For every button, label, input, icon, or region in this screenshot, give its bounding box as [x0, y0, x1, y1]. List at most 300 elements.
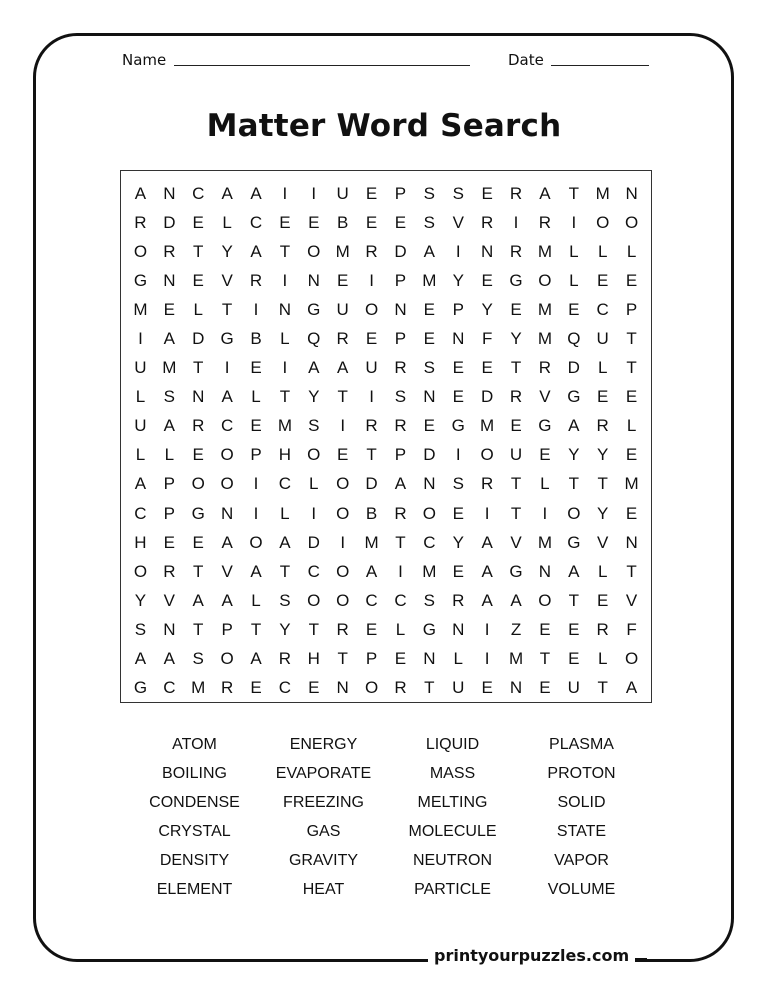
- grid-cell[interactable]: I: [311, 503, 317, 523]
- grid-cell[interactable]: Y: [279, 619, 291, 639]
- grid-cell[interactable]: E: [568, 649, 580, 669]
- grid-cell[interactable]: U: [596, 329, 609, 349]
- grid-cell[interactable]: R: [394, 416, 407, 436]
- grid-cell[interactable]: T: [193, 561, 204, 581]
- grid-cell[interactable]: M: [422, 561, 437, 581]
- grid-cell[interactable]: I: [455, 241, 461, 261]
- grid-cell[interactable]: I: [369, 270, 374, 290]
- grid-cell[interactable]: P: [452, 299, 464, 319]
- grid-cell[interactable]: A: [481, 532, 493, 552]
- grid-cell[interactable]: T: [193, 241, 204, 261]
- grid-cell[interactable]: D: [567, 358, 580, 378]
- grid-cell[interactable]: O: [307, 241, 321, 261]
- grid-cell[interactable]: C: [596, 299, 609, 319]
- grid-cell[interactable]: T: [510, 358, 522, 378]
- grid-cell[interactable]: B: [365, 503, 378, 523]
- grid-cell[interactable]: I: [282, 270, 288, 290]
- grid-cell[interactable]: V: [539, 387, 551, 407]
- grid-cell[interactable]: C: [365, 590, 378, 610]
- grid-cell[interactable]: E: [510, 299, 522, 319]
- grid-cell[interactable]: T: [279, 387, 291, 407]
- grid-cell[interactable]: E: [423, 416, 436, 436]
- grid-cell[interactable]: A: [568, 416, 580, 436]
- grid-cell[interactable]: O: [336, 590, 350, 610]
- grid-cell[interactable]: T: [308, 619, 319, 639]
- grid-cell[interactable]: N: [307, 270, 320, 290]
- grid-cell[interactable]: E: [250, 358, 262, 378]
- grid-cell[interactable]: E: [539, 445, 551, 465]
- grid-cell[interactable]: Y: [510, 329, 522, 349]
- grid-cell[interactable]: N: [163, 619, 176, 639]
- grid-cell[interactable]: C: [307, 561, 320, 581]
- grid-cell[interactable]: O: [220, 474, 234, 494]
- grid-cell[interactable]: C: [278, 474, 292, 494]
- grid-cell[interactable]: L: [251, 387, 261, 407]
- grid-cell[interactable]: L: [251, 590, 261, 610]
- grid-cell[interactable]: R: [163, 241, 176, 261]
- grid-cell[interactable]: I: [253, 299, 259, 319]
- grid-cell[interactable]: A: [308, 358, 320, 378]
- grid-cell[interactable]: P: [163, 503, 175, 523]
- grid-cell[interactable]: M: [537, 241, 552, 261]
- grid-cell[interactable]: Y: [597, 445, 609, 465]
- grid-cell[interactable]: G: [133, 270, 148, 290]
- grid-cell[interactable]: S: [134, 619, 147, 639]
- grid-cell[interactable]: R: [596, 619, 609, 639]
- grid-cell[interactable]: R: [596, 416, 609, 436]
- grid-cell[interactable]: T: [221, 299, 233, 319]
- grid-cell[interactable]: E: [452, 358, 464, 378]
- grid-cell[interactable]: E: [423, 329, 436, 349]
- grid-cell[interactable]: N: [394, 299, 407, 319]
- grid-cell[interactable]: E: [625, 503, 638, 523]
- grid-cell[interactable]: T: [193, 619, 204, 639]
- grid-cell[interactable]: T: [279, 241, 291, 261]
- grid-cell[interactable]: O: [596, 212, 610, 232]
- grid-cell[interactable]: D: [423, 445, 436, 465]
- grid-cell[interactable]: C: [423, 532, 436, 552]
- grid-cell[interactable]: E: [365, 212, 378, 232]
- grid-cell[interactable]: P: [394, 445, 407, 465]
- grid-cell[interactable]: G: [191, 503, 205, 523]
- grid-cell[interactable]: N: [423, 387, 436, 407]
- grid-cell[interactable]: I: [398, 561, 403, 581]
- grid-cell[interactable]: E: [423, 299, 436, 319]
- grid-cell[interactable]: L: [280, 503, 290, 523]
- grid-cell[interactable]: C: [134, 503, 147, 523]
- grid-cell[interactable]: C: [394, 590, 407, 610]
- grid-cell[interactable]: A: [250, 649, 262, 669]
- grid-cell[interactable]: D: [307, 532, 320, 552]
- grid-cell[interactable]: A: [221, 183, 233, 203]
- grid-cell[interactable]: E: [510, 416, 522, 436]
- grid-cell[interactable]: F: [481, 329, 493, 349]
- grid-cell[interactable]: Y: [452, 270, 464, 290]
- grid-cell[interactable]: Q: [307, 329, 321, 349]
- grid-cell[interactable]: E: [452, 503, 464, 523]
- grid-cell[interactable]: L: [569, 270, 579, 290]
- grid-cell[interactable]: N: [538, 561, 552, 581]
- grid-cell[interactable]: O: [336, 561, 350, 581]
- grid-cell[interactable]: N: [452, 619, 465, 639]
- grid-cell[interactable]: S: [394, 387, 407, 407]
- grid-cell[interactable]: N: [423, 474, 436, 494]
- grid-cell[interactable]: T: [568, 590, 579, 610]
- grid-cell[interactable]: R: [509, 387, 523, 407]
- grid-cell[interactable]: R: [249, 270, 263, 290]
- grid-cell[interactable]: E: [625, 387, 638, 407]
- grid-cell[interactable]: Y: [221, 241, 233, 261]
- grid-cell[interactable]: E: [481, 270, 493, 290]
- grid-cell[interactable]: O: [624, 649, 639, 669]
- grid-cell[interactable]: A: [625, 678, 638, 698]
- grid-cell[interactable]: L: [626, 241, 637, 261]
- grid-cell[interactable]: A: [250, 183, 262, 203]
- grid-cell[interactable]: L: [164, 445, 175, 465]
- grid-cell[interactable]: E: [568, 299, 580, 319]
- grid-cell[interactable]: B: [250, 329, 262, 349]
- grid-cell[interactable]: M: [595, 183, 610, 203]
- grid-cell[interactable]: A: [250, 561, 262, 581]
- grid-cell[interactable]: D: [480, 387, 494, 407]
- grid-cell[interactable]: A: [279, 532, 291, 552]
- grid-cell[interactable]: M: [191, 678, 206, 698]
- grid-cell[interactable]: E: [365, 183, 378, 203]
- grid-cell[interactable]: A: [134, 649, 147, 669]
- grid-cell[interactable]: L: [135, 445, 146, 465]
- grid-cell[interactable]: G: [567, 532, 581, 552]
- grid-cell[interactable]: O: [538, 270, 552, 290]
- grid-cell[interactable]: R: [192, 416, 205, 436]
- grid-cell[interactable]: R: [336, 619, 349, 639]
- grid-cell[interactable]: E: [625, 445, 638, 465]
- grid-cell[interactable]: E: [365, 619, 378, 639]
- grid-cell[interactable]: V: [452, 212, 464, 232]
- grid-cell[interactable]: T: [510, 474, 522, 494]
- grid-cell[interactable]: Y: [308, 387, 320, 407]
- grid-cell[interactable]: R: [220, 678, 234, 698]
- grid-cell[interactable]: T: [395, 532, 406, 552]
- grid-cell[interactable]: Y: [568, 445, 580, 465]
- grid-cell[interactable]: E: [192, 212, 204, 232]
- grid-cell[interactable]: E: [192, 445, 204, 465]
- grid-cell[interactable]: I: [282, 183, 288, 203]
- grid-cell[interactable]: M: [537, 532, 552, 552]
- grid-cell[interactable]: U: [567, 678, 580, 698]
- grid-cell[interactable]: T: [626, 561, 637, 581]
- grid-cell[interactable]: O: [307, 590, 321, 610]
- grid-cell[interactable]: A: [192, 590, 204, 610]
- grid-cell[interactable]: A: [134, 183, 147, 203]
- grid-cell[interactable]: R: [336, 329, 349, 349]
- grid-cell[interactable]: U: [134, 416, 147, 436]
- grid-cell[interactable]: G: [509, 561, 523, 581]
- grid-cell[interactable]: O: [364, 299, 379, 319]
- grid-cell[interactable]: I: [571, 212, 577, 232]
- grid-cell[interactable]: I: [340, 416, 346, 436]
- grid-cell[interactable]: A: [394, 474, 407, 494]
- grid-cell[interactable]: G: [422, 619, 436, 639]
- grid-cell[interactable]: Q: [567, 329, 581, 349]
- grid-cell[interactable]: E: [250, 678, 262, 698]
- grid-cell[interactable]: P: [394, 183, 407, 203]
- grid-cell[interactable]: Y: [481, 299, 493, 319]
- grid-cell[interactable]: L: [597, 561, 608, 581]
- name-line[interactable]: [174, 65, 470, 66]
- grid-cell[interactable]: S: [308, 416, 320, 436]
- grid-cell[interactable]: L: [309, 474, 319, 494]
- grid-cell[interactable]: T: [510, 503, 522, 523]
- grid-cell[interactable]: V: [163, 590, 175, 610]
- grid-cell[interactable]: O: [133, 241, 148, 261]
- grid-cell[interactable]: O: [624, 212, 639, 232]
- date-line[interactable]: [551, 65, 649, 66]
- grid-cell[interactable]: P: [163, 474, 175, 494]
- grid-cell[interactable]: H: [134, 532, 147, 552]
- grid-cell[interactable]: S: [423, 358, 436, 378]
- grid-cell[interactable]: L: [626, 416, 637, 436]
- grid-cell[interactable]: H: [278, 445, 292, 465]
- grid-cell[interactable]: N: [220, 503, 234, 523]
- grid-cell[interactable]: E: [337, 445, 349, 465]
- grid-cell[interactable]: O: [480, 445, 494, 465]
- grid-cell[interactable]: P: [625, 299, 638, 319]
- grid-cell[interactable]: M: [162, 358, 177, 378]
- grid-cell[interactable]: L: [222, 212, 232, 232]
- grid-cell[interactable]: M: [537, 329, 552, 349]
- grid-cell[interactable]: C: [249, 212, 263, 232]
- grid-cell[interactable]: E: [452, 561, 464, 581]
- grid-cell[interactable]: T: [279, 561, 291, 581]
- grid-cell[interactable]: T: [568, 183, 579, 203]
- grid-cell[interactable]: I: [340, 532, 346, 552]
- grid-cell[interactable]: E: [597, 387, 609, 407]
- grid-cell[interactable]: O: [249, 532, 263, 552]
- grid-cell[interactable]: T: [424, 678, 435, 698]
- grid-cell[interactable]: U: [336, 299, 349, 319]
- grid-cell[interactable]: L: [453, 649, 463, 669]
- grid-cell[interactable]: A: [481, 590, 493, 610]
- grid-cell[interactable]: O: [220, 445, 234, 465]
- grid-cell[interactable]: R: [509, 241, 523, 261]
- grid-cell[interactable]: O: [307, 445, 321, 465]
- grid-cell[interactable]: E: [250, 416, 262, 436]
- grid-cell[interactable]: S: [192, 649, 204, 669]
- grid-cell[interactable]: R: [134, 212, 147, 232]
- grid-cell[interactable]: M: [422, 270, 437, 290]
- grid-cell[interactable]: I: [282, 358, 288, 378]
- grid-cell[interactable]: E: [539, 619, 551, 639]
- grid-cell[interactable]: G: [133, 678, 148, 698]
- grid-cell[interactable]: H: [307, 649, 320, 669]
- grid-cell[interactable]: E: [192, 532, 204, 552]
- grid-cell[interactable]: E: [568, 619, 580, 639]
- grid-cell[interactable]: I: [253, 503, 259, 523]
- grid-cell[interactable]: T: [337, 387, 348, 407]
- grid-cell[interactable]: M: [537, 299, 552, 319]
- grid-cell[interactable]: B: [337, 212, 349, 232]
- grid-cell[interactable]: M: [335, 241, 350, 261]
- grid-cell[interactable]: V: [597, 532, 609, 552]
- grid-cell[interactable]: A: [163, 416, 175, 436]
- grid-cell[interactable]: E: [539, 678, 551, 698]
- grid-cell[interactable]: I: [138, 329, 143, 349]
- grid-cell[interactable]: R: [538, 212, 552, 232]
- grid-cell[interactable]: A: [539, 183, 551, 203]
- grid-cell[interactable]: L: [597, 241, 608, 261]
- grid-cell[interactable]: M: [480, 416, 495, 436]
- grid-cell[interactable]: F: [626, 619, 637, 639]
- grid-cell[interactable]: L: [280, 329, 290, 349]
- grid-cell[interactable]: M: [508, 649, 524, 669]
- grid-cell[interactable]: S: [423, 183, 436, 203]
- grid-cell[interactable]: E: [308, 212, 320, 232]
- grid-cell[interactable]: G: [307, 299, 321, 319]
- grid-cell[interactable]: A: [221, 590, 233, 610]
- grid-cell[interactable]: E: [279, 212, 291, 232]
- grid-cell[interactable]: I: [224, 358, 230, 378]
- grid-cell[interactable]: A: [510, 590, 522, 610]
- grid-cell[interactable]: V: [221, 561, 233, 581]
- grid-cell[interactable]: G: [220, 329, 234, 349]
- grid-cell[interactable]: M: [133, 299, 148, 319]
- grid-cell[interactable]: R: [480, 212, 494, 232]
- grid-cell[interactable]: C: [192, 183, 205, 203]
- grid-cell[interactable]: E: [481, 358, 493, 378]
- grid-cell[interactable]: O: [336, 503, 350, 523]
- grid-cell[interactable]: O: [336, 474, 350, 494]
- grid-cell[interactable]: E: [337, 270, 349, 290]
- grid-cell[interactable]: A: [134, 474, 147, 494]
- grid-cell[interactable]: E: [481, 678, 493, 698]
- grid-cell[interactable]: L: [597, 358, 608, 378]
- grid-cell[interactable]: D: [192, 329, 205, 349]
- grid-cell[interactable]: E: [394, 212, 407, 232]
- grid-cell[interactable]: U: [452, 678, 465, 698]
- grid-cell[interactable]: R: [163, 561, 176, 581]
- grid-cell[interactable]: R: [394, 678, 407, 698]
- grid-cell[interactable]: P: [365, 649, 378, 669]
- grid-cell[interactable]: V: [510, 532, 522, 552]
- grid-cell[interactable]: S: [423, 212, 436, 232]
- grid-cell[interactable]: M: [277, 416, 292, 436]
- grid-cell[interactable]: T: [250, 619, 262, 639]
- grid-cell[interactable]: S: [452, 183, 464, 203]
- grid-cell[interactable]: U: [336, 183, 349, 203]
- grid-cell[interactable]: T: [366, 445, 377, 465]
- grid-cell[interactable]: M: [364, 532, 379, 552]
- grid-cell[interactable]: E: [308, 678, 320, 698]
- grid-cell[interactable]: A: [481, 561, 493, 581]
- grid-cell[interactable]: D: [394, 241, 407, 261]
- grid-cell[interactable]: G: [509, 270, 523, 290]
- grid-cell[interactable]: S: [423, 590, 436, 610]
- grid-cell[interactable]: O: [133, 561, 148, 581]
- grid-cell[interactable]: R: [394, 358, 407, 378]
- grid-cell[interactable]: I: [484, 619, 490, 639]
- grid-cell[interactable]: A: [221, 387, 233, 407]
- grid-cell[interactable]: N: [480, 241, 494, 261]
- grid-cell[interactable]: A: [250, 241, 262, 261]
- grid-cell[interactable]: N: [336, 678, 349, 698]
- grid-cell[interactable]: P: [250, 445, 262, 465]
- grid-cell[interactable]: A: [423, 241, 436, 261]
- grid-cell[interactable]: G: [451, 416, 465, 436]
- grid-cell[interactable]: R: [394, 503, 407, 523]
- grid-cell[interactable]: V: [625, 590, 638, 610]
- grid-cell[interactable]: N: [509, 678, 523, 698]
- grid-cell[interactable]: P: [394, 270, 407, 290]
- grid-cell[interactable]: L: [395, 619, 406, 639]
- grid-cell[interactable]: E: [625, 270, 638, 290]
- grid-cell[interactable]: I: [513, 212, 519, 232]
- grid-cell[interactable]: I: [369, 387, 374, 407]
- grid-cell[interactable]: Y: [597, 503, 609, 523]
- grid-cell[interactable]: R: [509, 183, 523, 203]
- grid-cell[interactable]: N: [163, 270, 176, 290]
- grid-cell[interactable]: M: [624, 474, 639, 494]
- grid-cell[interactable]: A: [337, 358, 349, 378]
- grid-cell[interactable]: A: [221, 532, 233, 552]
- grid-cell[interactable]: O: [422, 503, 436, 523]
- grid-cell[interactable]: E: [365, 329, 378, 349]
- grid-cell[interactable]: I: [484, 503, 490, 523]
- grid-cell[interactable]: E: [163, 532, 175, 552]
- grid-cell[interactable]: E: [597, 590, 609, 610]
- grid-cell[interactable]: L: [569, 241, 579, 261]
- grid-cell[interactable]: E: [192, 270, 204, 290]
- grid-cell[interactable]: N: [423, 649, 436, 669]
- grid-cell[interactable]: A: [568, 561, 580, 581]
- grid-cell[interactable]: D: [365, 474, 378, 494]
- grid-cell[interactable]: S: [452, 474, 464, 494]
- grid-cell[interactable]: R: [480, 474, 494, 494]
- grid-cell[interactable]: T: [193, 358, 204, 378]
- grid-cell[interactable]: I: [484, 649, 490, 669]
- grid-cell[interactable]: N: [192, 387, 205, 407]
- grid-cell[interactable]: U: [134, 358, 147, 378]
- grid-cell[interactable]: T: [597, 678, 608, 698]
- grid-cell[interactable]: C: [163, 678, 176, 698]
- grid-cell[interactable]: S: [163, 387, 175, 407]
- grid-cell[interactable]: E: [163, 299, 175, 319]
- grid-cell[interactable]: Z: [510, 619, 522, 639]
- grid-cell[interactable]: A: [163, 329, 175, 349]
- grid-cell[interactable]: L: [135, 387, 146, 407]
- grid-cell[interactable]: I: [455, 445, 461, 465]
- grid-cell[interactable]: G: [538, 416, 552, 436]
- grid-cell[interactable]: A: [365, 561, 378, 581]
- grid-cell[interactable]: O: [364, 678, 379, 698]
- grid-cell[interactable]: Y: [452, 532, 464, 552]
- grid-cell[interactable]: U: [365, 358, 378, 378]
- grid-cell[interactable]: T: [626, 329, 637, 349]
- grid-cell[interactable]: O: [220, 649, 234, 669]
- grid-cell[interactable]: E: [597, 270, 609, 290]
- grid-cell[interactable]: O: [191, 474, 205, 494]
- grid-cell[interactable]: C: [220, 416, 234, 436]
- grid-cell[interactable]: P: [221, 619, 233, 639]
- grid-cell[interactable]: I: [542, 503, 548, 523]
- grid-cell[interactable]: N: [452, 329, 465, 349]
- grid-cell[interactable]: E: [481, 183, 493, 203]
- grid-cell[interactable]: N: [163, 183, 176, 203]
- grid-cell[interactable]: R: [365, 416, 378, 436]
- grid-cell[interactable]: Y: [134, 590, 147, 610]
- grid-cell[interactable]: O: [538, 590, 552, 610]
- grid-cell[interactable]: N: [278, 299, 292, 319]
- grid-cell[interactable]: A: [163, 649, 175, 669]
